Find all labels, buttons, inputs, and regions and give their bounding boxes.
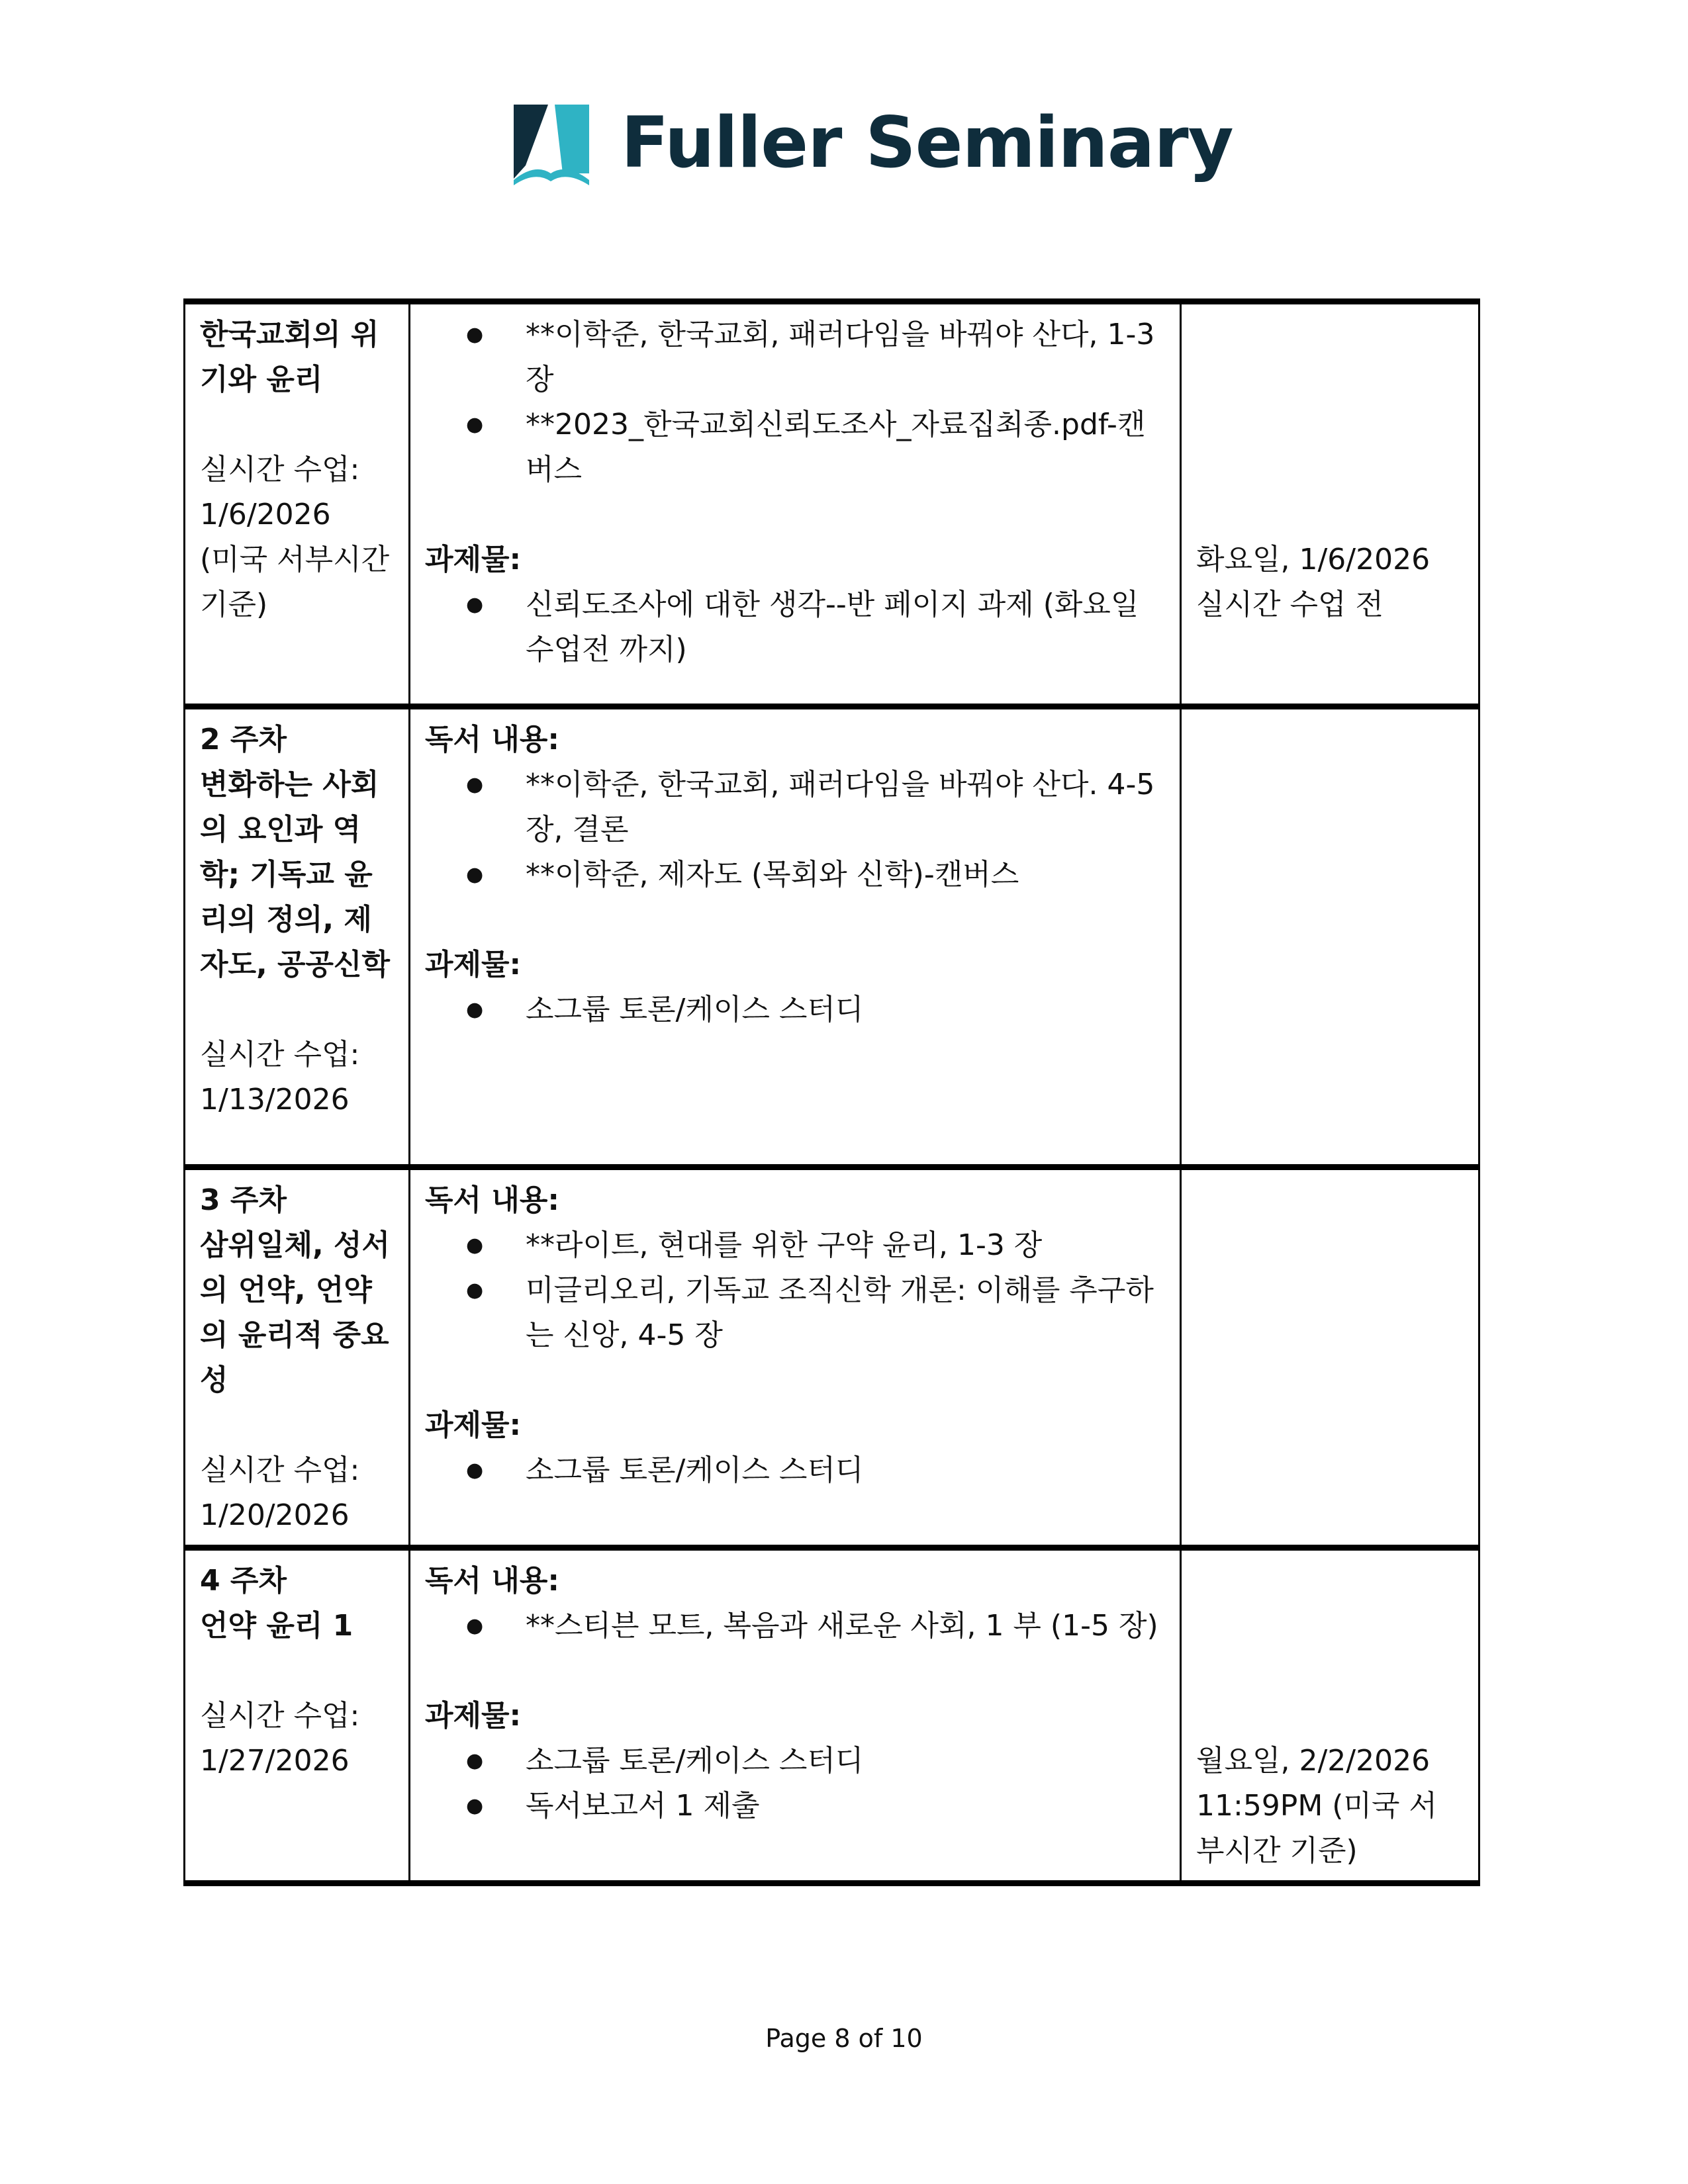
list-item: ● **이학준, 제자도 (목회와 신학)-캔버스 — [425, 852, 1165, 897]
list-item: ● 소그룹 토론/케이스 스터디 — [425, 1739, 1165, 1784]
list-item: ● 소그룹 토론/케이스 스터디 — [425, 987, 1165, 1032]
list-item: ● **이학준, 한국교회, 패러다임을 바꿔야 산다. 4-5 장, 결론 — [425, 762, 1165, 852]
assignment-header: 과제물: — [425, 1699, 522, 1733]
session-label: 실시간 수업: — [200, 1453, 360, 1487]
week-topic: 변화하는 사회의 요인과 역학; 기독교 윤리의 정의, 제자도, 공공신학 — [200, 768, 391, 981]
week-cell — [185, 1548, 410, 1884]
table-row — [185, 1548, 1479, 1884]
content-cell — [410, 1167, 1181, 1548]
due-cell — [1181, 302, 1479, 707]
list-item: ● 미글리오리, 기독교 조직신학 개론: 이해를 추구하는 신앙, 4-5 장 — [425, 1268, 1165, 1358]
assignment-list — [425, 582, 1165, 672]
assignment-list — [425, 1448, 1165, 1493]
page-number: Page 8 of 10 — [765, 2024, 923, 2053]
list-item: ● 소그룹 토론/케이스 스터디 — [425, 1448, 1165, 1493]
list-item: ● 독서보고서 1 제출 — [425, 1784, 1165, 1829]
assignment-header: 과제물: — [425, 948, 522, 981]
session-date: 1/20/2026 — [200, 1498, 350, 1532]
list-item: ● 신뢰도조사에 대한 생각--반 페이지 과제 (화요일 수업전 까지) — [425, 582, 1165, 672]
due-cell — [1181, 1167, 1479, 1548]
brand-name: Fuller Seminary — [621, 101, 1233, 183]
session-note: (미국 서부시간 기준) — [200, 543, 390, 621]
assignment-list — [425, 987, 1165, 1032]
table-row — [185, 302, 1479, 707]
list-item: ● **라이트, 현대를 위한 구약 윤리, 1-3 장 — [425, 1223, 1165, 1268]
reading-list — [425, 1604, 1165, 1649]
week-cell — [185, 1167, 410, 1548]
session-label: 실시간 수업: — [200, 1038, 360, 1071]
list-item: ● **스티븐 모트, 복음과 새로운 사회, 1 부 (1-5 장) — [425, 1604, 1165, 1649]
due-cell — [1181, 707, 1479, 1167]
list-item: ● **이학준, 한국교회, 패러다임을 바꿔야 산다, 1-3 장 — [425, 312, 1165, 402]
reading-header: 독서 내용: — [425, 1564, 559, 1598]
book-logo-icon — [508, 99, 594, 185]
fuller-logo — [508, 93, 1233, 192]
assignment-list — [425, 1739, 1165, 1829]
due-date: 화요일, 1/6/2026 실시간 수업 전 — [1196, 543, 1430, 621]
assignment-header: 과제물: — [425, 1408, 522, 1442]
session-label: 실시간 수업: — [200, 453, 360, 486]
session-label: 실시간 수업: — [200, 1699, 360, 1733]
reading-list — [425, 762, 1165, 897]
week-title: 한국교회의 위기와 윤리 — [200, 318, 379, 396]
week-cell — [185, 302, 410, 707]
course-schedule-table — [183, 298, 1480, 1886]
table-row — [185, 707, 1479, 1167]
reading-header: 독서 내용: — [425, 723, 559, 756]
reading-header: 독서 내용: — [425, 1183, 559, 1217]
due-date: 월요일, 2/2/2026 11:59PM (미국 서부시간 기준) — [1196, 1744, 1437, 1868]
due-cell — [1181, 1548, 1479, 1884]
week-number: 4 주차 — [200, 1564, 287, 1598]
week-topic: 언약 윤리 1 — [200, 1609, 353, 1643]
session-date: 1/27/2026 — [200, 1744, 350, 1778]
session-date: 1/6/2026 — [200, 498, 331, 531]
week-topic: 삼위일체, 성서의 언약, 언약의 윤리적 중요성 — [200, 1228, 391, 1397]
week-number: 2 주차 — [200, 723, 287, 756]
week-number: 3 주차 — [200, 1183, 287, 1217]
assignment-header: 과제물: — [425, 543, 522, 576]
content-cell — [410, 302, 1181, 707]
content-cell — [410, 1548, 1181, 1884]
list-item: ● **2023_한국교회신뢰도조사_자료집최종.pdf-캔버스 — [425, 402, 1165, 492]
table-row — [185, 1167, 1479, 1548]
reading-list — [425, 312, 1165, 492]
reading-list — [425, 1223, 1165, 1358]
session-date: 1/13/2026 — [200, 1083, 350, 1116]
week-cell — [185, 707, 410, 1167]
content-cell — [410, 707, 1181, 1167]
